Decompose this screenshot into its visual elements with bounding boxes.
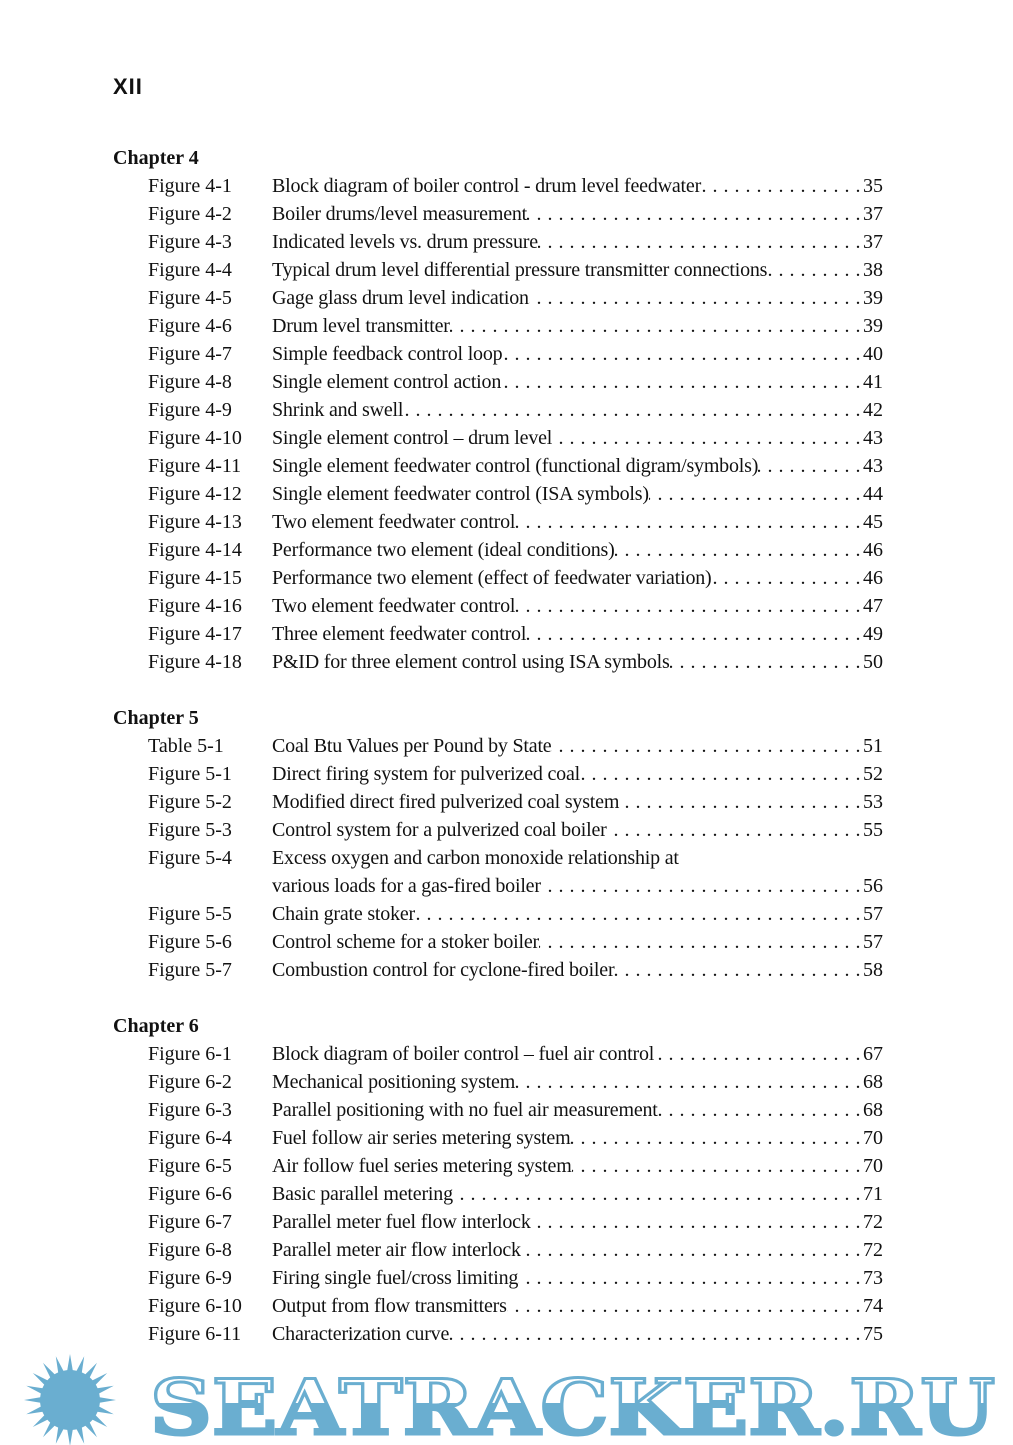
entry-title: Chain grate stoker	[272, 903, 416, 925]
sun-ray	[99, 1397, 116, 1403]
dot-leader	[515, 592, 863, 620]
entry-title: Performance two element (ideal conditions)	[272, 539, 615, 561]
entry-label: Figure 4-12	[148, 483, 242, 505]
dot-leader	[450, 312, 863, 340]
entry-page: 45	[863, 511, 883, 533]
entry-label: Figure 4-10	[148, 427, 242, 449]
entry-label: Figure 5-3	[148, 819, 232, 841]
entry-page: 56	[863, 875, 883, 897]
entry-title: Boiler drums/level measurement	[272, 203, 528, 225]
toc-entry[interactable]	[113, 564, 883, 592]
entry-page: 41	[863, 371, 883, 393]
entry-page: 44	[863, 483, 883, 505]
entry-page: 37	[863, 231, 883, 253]
entry-label: Figure 4-1	[148, 175, 232, 197]
entry-page: 40	[863, 343, 883, 365]
sun-ray	[26, 1386, 43, 1394]
toc-entry[interactable]	[113, 1068, 883, 1096]
sun-ray	[92, 1373, 108, 1385]
dot-leader	[712, 564, 863, 592]
entry-label: Figure 4-14	[148, 539, 242, 561]
dot-leader	[502, 340, 863, 368]
sun-ray	[97, 1406, 114, 1414]
toc-entry[interactable]	[113, 620, 883, 648]
entry-page: 57	[863, 903, 883, 925]
entry-title: Gage glass drum level indication	[272, 287, 529, 309]
entry-label: Figure 4-6	[148, 315, 232, 337]
sun-ray	[33, 1373, 49, 1385]
entry-page: 37	[863, 203, 883, 225]
sun-ray	[92, 1415, 108, 1427]
entry-label: Figure 4-11	[148, 455, 242, 477]
entry-title: Typical drum level differential pressure transmitter connections	[272, 259, 768, 281]
entry-title: Drum level transmitter	[272, 315, 450, 337]
dot-leader	[551, 732, 863, 760]
toc-entry[interactable]	[113, 368, 883, 396]
toc-entry[interactable]	[113, 396, 883, 424]
entry-page: 50	[863, 651, 883, 673]
entry-title: Coal Btu Values per Pound by State	[272, 735, 552, 757]
toc-entry[interactable]	[113, 172, 883, 200]
dot-leader	[531, 1208, 863, 1236]
dot-leader	[614, 956, 863, 984]
dot-leader	[518, 1264, 863, 1292]
dot-leader	[529, 284, 863, 312]
entry-label: Figure 5-1	[148, 763, 232, 785]
sun-ray	[56, 1356, 64, 1373]
toc-entry[interactable]	[113, 424, 883, 452]
entry-title: Block diagram of boiler control – fuel air control	[272, 1043, 655, 1065]
chapter-heading: Chapter 4	[113, 147, 199, 169]
entry-page: 74	[863, 1295, 883, 1317]
dot-leader	[552, 424, 863, 452]
entry-page: 68	[863, 1071, 883, 1093]
sun-ray	[26, 1406, 43, 1414]
entry-title: Single element control action	[272, 371, 502, 393]
entry-page: 46	[863, 567, 883, 589]
toc-entry[interactable]	[113, 592, 883, 620]
toc-entry[interactable]	[113, 1096, 883, 1124]
entry-label: Figure 4-18	[148, 651, 242, 673]
entry-title: Characterization curve	[272, 1323, 450, 1345]
entry-label: Figure 4-16	[148, 595, 242, 617]
sun-ray	[76, 1427, 84, 1444]
sun-ray	[76, 1356, 84, 1373]
entry-label: Figure 4-2	[148, 203, 232, 225]
watermark-text: SEATRACKER.RU	[150, 1363, 995, 1445]
entry-label: Figure 4-4	[148, 259, 232, 281]
entry-page: 46	[863, 539, 883, 561]
chapter-heading: Chapter 6	[113, 1015, 199, 1037]
entry-label: Table 5-1	[148, 735, 224, 757]
section-gap	[113, 676, 883, 704]
toc-entry[interactable]	[113, 228, 883, 256]
toc-entry[interactable]	[113, 200, 883, 228]
dot-leader	[649, 480, 863, 508]
entry-label: Figure 5-6	[148, 931, 232, 953]
toc-entry[interactable]	[113, 788, 883, 816]
entry-title: Three element feedwater control	[272, 623, 527, 645]
dot-leader	[619, 788, 863, 816]
entry-page: 39	[863, 287, 883, 309]
toc-entry[interactable]	[113, 900, 883, 928]
dot-leader	[758, 452, 863, 480]
watermark-logo	[0, 1352, 1013, 1445]
dot-leader	[527, 200, 863, 228]
entry-page: 43	[863, 455, 883, 477]
dot-leader	[615, 536, 863, 564]
entry-page: 47	[863, 595, 883, 617]
list-of-figures	[113, 144, 883, 1348]
dot-leader	[654, 1040, 863, 1068]
entry-label: Figure 5-7	[148, 959, 232, 981]
dot-leader	[670, 648, 863, 676]
entry-page: 53	[863, 791, 883, 813]
toc-entry[interactable]	[113, 256, 883, 284]
sun-ray	[56, 1427, 64, 1444]
entry-page: 70	[863, 1127, 883, 1149]
dot-leader	[521, 1236, 863, 1264]
toc-entry[interactable]	[113, 1040, 883, 1068]
entry-label: Figure 5-4	[148, 847, 232, 869]
toc-entry[interactable]	[113, 284, 883, 312]
dot-leader	[449, 1320, 863, 1348]
entry-label: Figure 4-7	[148, 343, 232, 365]
page-number: XII	[113, 74, 143, 99]
dot-leader	[526, 620, 863, 648]
sun-icon	[24, 1354, 116, 1445]
sun-ray	[67, 1429, 73, 1445]
dot-leader	[572, 1152, 863, 1180]
entry-page: 68	[863, 1099, 883, 1121]
toc-entry[interactable]	[113, 1208, 883, 1236]
entry-page: 75	[863, 1323, 883, 1345]
dot-leader	[515, 1068, 863, 1096]
sun-ray	[85, 1363, 97, 1379]
entry-title: Single element feedwater control (functional digram/symbols)	[272, 455, 759, 477]
entry-title: Parallel positioning with no fuel air measurement	[272, 1099, 658, 1121]
toc-entry[interactable]	[113, 1180, 883, 1208]
entry-page: 72	[863, 1239, 883, 1261]
entry-label: Figure 5-5	[148, 903, 232, 925]
entry-title: Firing single fuel/cross limiting	[272, 1267, 519, 1289]
entry-title: Simple feedback control loop	[272, 343, 503, 365]
entry-page: 73	[863, 1267, 883, 1289]
entry-label: Figure 6-4	[148, 1127, 232, 1149]
toc-entry[interactable]	[113, 732, 883, 760]
dot-leader	[501, 368, 863, 396]
toc-entry[interactable]	[113, 480, 883, 508]
entry-page: 67	[863, 1043, 883, 1065]
entry-title: Single element control – drum level	[272, 427, 553, 449]
toc-entry[interactable]	[113, 1292, 883, 1320]
entry-page: 57	[863, 931, 883, 953]
entry-page: 71	[863, 1183, 883, 1205]
toc-entry[interactable]	[113, 816, 883, 844]
entry-label: Figure 6-6	[148, 1183, 232, 1205]
entry-title: Basic parallel metering	[272, 1183, 453, 1205]
entry-title: Fuel follow air series metering system	[272, 1127, 571, 1149]
entry-title: Mechanical positioning system	[272, 1071, 516, 1093]
entry-page: 43	[863, 427, 883, 449]
entry-page: 70	[863, 1155, 883, 1177]
chapter-heading: Chapter 5	[113, 707, 199, 729]
toc-entry[interactable]	[113, 648, 883, 676]
entry-label: Figure 6-2	[148, 1071, 232, 1093]
dot-leader	[515, 508, 863, 536]
entry-title: Air follow fuel series metering system	[272, 1155, 572, 1177]
entry-page: 52	[863, 763, 883, 785]
sun-ray	[97, 1386, 114, 1394]
toc-entry[interactable]	[113, 536, 883, 564]
entry-label: Figure 4-15	[148, 567, 242, 589]
entry-page: 51	[863, 735, 883, 757]
entry-page: 72	[863, 1211, 883, 1233]
entry-label: Figure 4-13	[148, 511, 242, 533]
entry-label: Figure 4-3	[148, 231, 232, 253]
toc-entry[interactable]	[113, 956, 883, 984]
toc-entry[interactable]	[113, 1124, 883, 1152]
dot-leader	[607, 816, 863, 844]
entry-title: Modified direct fired pulverized coal system	[272, 791, 620, 813]
entry-label: Figure 6-10	[148, 1295, 242, 1317]
dot-leader	[538, 228, 863, 256]
toc-entry[interactable]	[113, 1236, 883, 1264]
toc-entry[interactable]	[113, 760, 883, 788]
sun-ray	[67, 1354, 73, 1371]
entry-label: Figure 4-17	[148, 623, 242, 645]
toc-entry[interactable]	[113, 340, 883, 368]
toc-entry[interactable]	[113, 928, 883, 956]
entry-title: Parallel meter fuel flow interlock	[272, 1211, 531, 1233]
dot-leader	[541, 872, 863, 900]
dot-leader	[580, 760, 863, 788]
dot-leader	[507, 1292, 863, 1320]
entry-title: P&ID for three element control using ISA symbols	[272, 651, 670, 673]
entry-label: Figure 6-8	[148, 1239, 232, 1261]
entry-title: Excess oxygen and carbon monoxide relationship at	[272, 847, 679, 869]
entry-label: Figure 6-9	[148, 1267, 232, 1289]
toc-entry-continuation[interactable]	[113, 872, 883, 900]
entry-title: Parallel meter air flow interlock	[272, 1239, 521, 1261]
dot-leader	[658, 1096, 863, 1124]
toc-entry[interactable]	[113, 844, 883, 872]
entry-page: 39	[863, 315, 883, 337]
dot-leader	[570, 1124, 863, 1152]
entry-label: Figure 6-11	[148, 1323, 242, 1345]
toc-entry[interactable]	[113, 1264, 883, 1292]
dot-leader	[403, 396, 863, 424]
entry-page: 49	[863, 623, 883, 645]
entry-title: Single element feedwater control (ISA symbols)	[272, 483, 649, 505]
entry-label: Figure 4-5	[148, 287, 232, 309]
entry-title: Indicated levels vs. drum pressure	[272, 231, 538, 253]
entry-page: 35	[863, 175, 883, 197]
entry-page: 38	[863, 259, 883, 281]
section-gap	[113, 984, 883, 1012]
entry-label: Figure 5-2	[148, 791, 232, 813]
sun-ray	[85, 1422, 97, 1438]
entry-page: 55	[863, 819, 883, 841]
entry-label: Figure 6-7	[148, 1211, 232, 1233]
entry-label: Figure 6-5	[148, 1155, 232, 1177]
toc-entry[interactable]	[113, 312, 883, 340]
entry-title: Direct firing system for pulverized coal	[272, 763, 580, 785]
dot-leader	[415, 900, 863, 928]
entry-title-continued: various loads for a gas-fired boiler	[272, 875, 541, 897]
sun-ray	[33, 1415, 49, 1427]
entry-title: Performance two element (effect of feedwater variation)	[272, 567, 712, 589]
sun-ray	[43, 1363, 55, 1379]
entry-title: Two element feedwater control	[272, 595, 516, 617]
entry-page: 58	[863, 959, 883, 981]
entry-label: Figure 6-3	[148, 1099, 232, 1121]
entry-title: Shrink and swell	[272, 399, 404, 421]
sun-ray	[24, 1397, 41, 1403]
entry-title: Control system for a pulverized coal boiler	[272, 819, 607, 841]
entry-page: 42	[863, 399, 883, 421]
dot-leader	[767, 256, 863, 284]
toc-entry[interactable]	[113, 1320, 883, 1348]
sun-ray	[43, 1422, 55, 1438]
entry-label: Figure 6-1	[148, 1043, 232, 1065]
entry-title: Two element feedwater control	[272, 511, 516, 533]
toc-entry[interactable]	[113, 1152, 883, 1180]
toc-entry[interactable]	[113, 508, 883, 536]
entry-title: Control scheme for a stoker boiler	[272, 931, 540, 953]
toc-entry[interactable]	[113, 452, 883, 480]
dot-leader	[453, 1180, 863, 1208]
entry-label: Figure 4-8	[148, 371, 232, 393]
entry-title: Block diagram of boiler control - drum level feedwater	[272, 175, 702, 197]
dot-leader	[701, 172, 863, 200]
entry-title: Combustion control for cyclone-fired boiler	[272, 959, 615, 981]
entry-title: Output from flow transmitters	[272, 1295, 507, 1317]
entry-label: Figure 4-9	[148, 399, 232, 421]
dot-leader	[539, 928, 863, 956]
